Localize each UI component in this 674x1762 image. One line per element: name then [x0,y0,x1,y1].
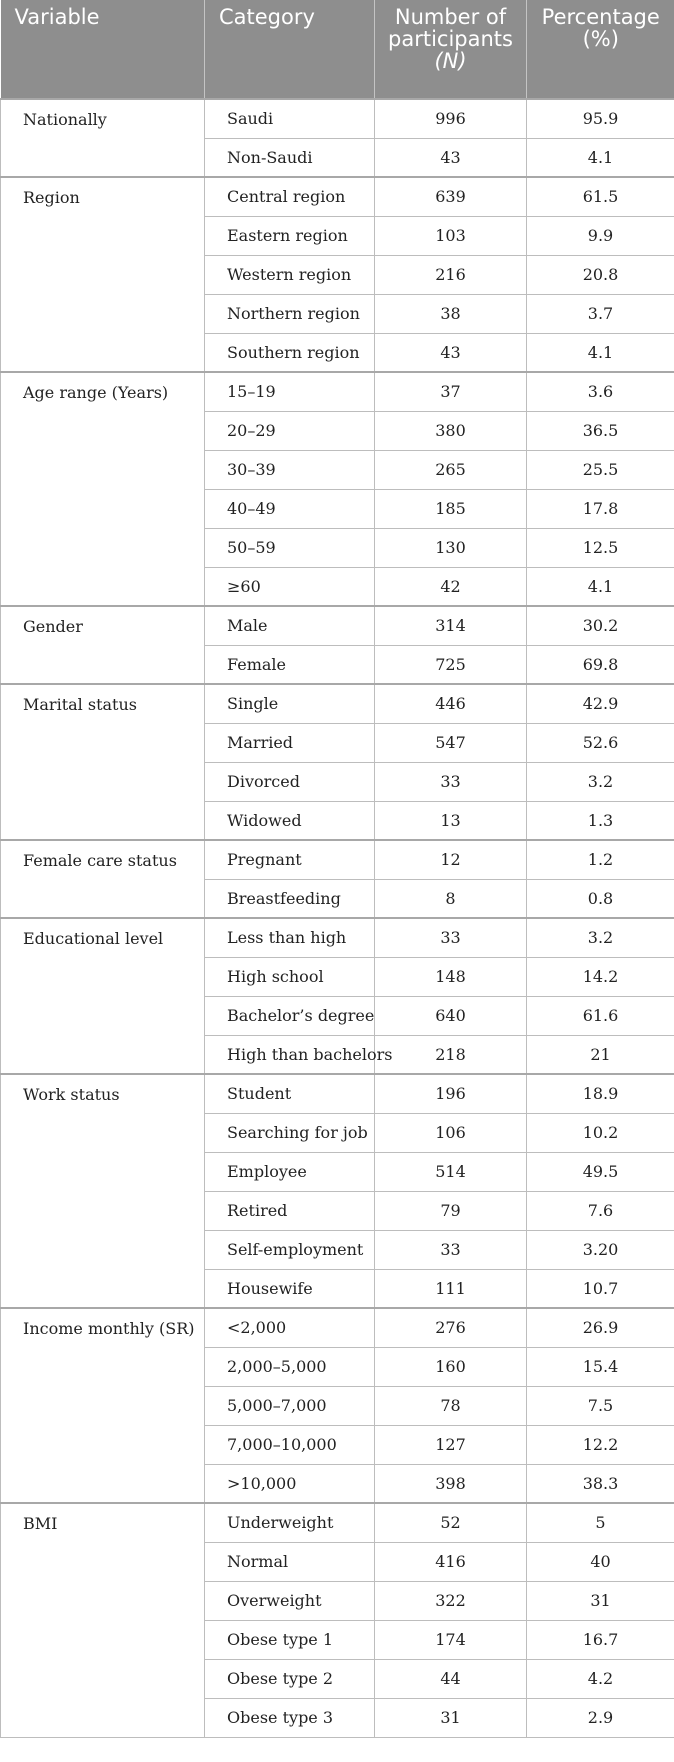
count-cell: 196 [375,1074,527,1113]
count-cell: 314 [375,606,527,645]
count-cell: 160 [375,1347,527,1386]
count-cell: 78 [375,1386,527,1425]
count-cell: 276 [375,1308,527,1347]
percentage-cell: 12.5 [527,528,674,567]
percentage-cell: 3.6 [527,372,674,411]
category-cell: Student [205,1074,375,1113]
category-cell: 40–49 [205,489,375,528]
table-row [1,99,674,138]
count-cell: 38 [375,294,527,333]
percentage-cell: 16.7 [527,1620,674,1659]
percentage-cell: 3.7 [527,294,674,333]
percentage-cell: 2.9 [527,1698,674,1737]
variable-cell: Age range (Years) [1,372,205,606]
table-row [1,684,674,723]
count-cell: 322 [375,1581,527,1620]
percentage-cell: 31 [527,1581,674,1620]
category-cell: 15–19 [205,372,375,411]
count-cell: 31 [375,1698,527,1737]
table-row [1,177,674,216]
table-row [1,1074,674,1113]
header-number-line2: participants [388,27,513,51]
count-cell: 218 [375,1035,527,1074]
table-row [1,1308,674,1347]
category-cell: Divorced [205,762,375,801]
count-cell: 43 [375,333,527,372]
table-row [1,840,674,879]
percentage-cell: 38.3 [527,1464,674,1503]
percentage-cell: 9.9 [527,216,674,255]
header-percentage [527,0,674,99]
category-cell: Widowed [205,801,375,840]
percentage-cell: 1.2 [527,840,674,879]
variable-cell: Nationally [1,99,205,177]
category-cell: 7,000–10,000 [205,1425,375,1464]
percentage-cell: 0.8 [527,879,674,918]
category-cell: Self-employment [205,1230,375,1269]
category-cell: <2,000 [205,1308,375,1347]
category-cell: Housewife [205,1269,375,1308]
count-cell: 265 [375,450,527,489]
variable-cell: Gender [1,606,205,684]
variable-cell: Work status [1,1074,205,1308]
count-cell: 33 [375,1230,527,1269]
percentage-cell: 18.9 [527,1074,674,1113]
count-cell: 148 [375,957,527,996]
count-cell: 111 [375,1269,527,1308]
percentage-cell: 4.2 [527,1659,674,1698]
percentage-cell: 49.5 [527,1152,674,1191]
count-cell: 725 [375,645,527,684]
count-cell: 106 [375,1113,527,1152]
variable-cell: BMI [1,1503,205,1737]
header-variable: Variable [1,0,205,99]
percentage-cell: 52.6 [527,723,674,762]
count-cell: 8 [375,879,527,918]
category-cell: Northern region [205,294,375,333]
percentage-cell: 21 [527,1035,674,1074]
category-cell: Retired [205,1191,375,1230]
table-row [1,918,674,957]
count-cell: 33 [375,918,527,957]
count-cell: 640 [375,996,527,1035]
category-cell: Married [205,723,375,762]
percentage-cell: 1.3 [527,801,674,840]
category-cell: Less than high [205,918,375,957]
count-cell: 44 [375,1659,527,1698]
count-cell: 639 [375,177,527,216]
percentage-cell: 42.9 [527,684,674,723]
percentage-cell: 20.8 [527,255,674,294]
count-cell: 446 [375,684,527,723]
count-cell: 42 [375,567,527,606]
variable-cell: Marital status [1,684,205,840]
variable-cell: Female care status [1,840,205,918]
percentage-cell: 7.5 [527,1386,674,1425]
table-body [1,99,674,1737]
variable-cell: Region [1,177,205,372]
header-category: Category [205,0,375,99]
percentage-cell: 40 [527,1542,674,1581]
category-cell: Bachelor’s degree [205,996,375,1035]
percentage-cell: 7.6 [527,1191,674,1230]
category-cell: >10,000 [205,1464,375,1503]
category-cell: Central region [205,177,375,216]
category-cell: High school [205,957,375,996]
header-percentage-line1: Percentage [541,5,660,29]
table-row [1,606,674,645]
percentage-cell: 5 [527,1503,674,1542]
percentage-cell: 25.5 [527,450,674,489]
count-cell: 514 [375,1152,527,1191]
variable-cell: Income monthly (SR) [1,1308,205,1503]
category-cell: Overweight [205,1581,375,1620]
percentage-cell: 4.1 [527,138,674,177]
percentage-cell: 30.2 [527,606,674,645]
category-cell: 5,000–7,000 [205,1386,375,1425]
category-cell: 30–39 [205,450,375,489]
percentage-cell: 95.9 [527,99,674,138]
header-row [1,0,674,99]
header-number-line3: (N) [434,49,467,73]
percentage-cell: 10.2 [527,1113,674,1152]
category-cell: Underweight [205,1503,375,1542]
category-cell: 2,000–5,000 [205,1347,375,1386]
table-row [1,372,674,411]
count-cell: 416 [375,1542,527,1581]
category-cell: Searching for job [205,1113,375,1152]
percentage-cell: 36.5 [527,411,674,450]
count-cell: 127 [375,1425,527,1464]
count-cell: 12 [375,840,527,879]
header-number-line1: Number of [394,5,507,29]
category-cell: Normal [205,1542,375,1581]
percentage-cell: 10.7 [527,1269,674,1308]
percentage-cell: 61.5 [527,177,674,216]
count-cell: 13 [375,801,527,840]
count-cell: 33 [375,762,527,801]
percentage-cell: 3.20 [527,1230,674,1269]
percentage-cell: 14.2 [527,957,674,996]
category-cell: 20–29 [205,411,375,450]
percentage-cell: 3.2 [527,918,674,957]
count-cell: 380 [375,411,527,450]
category-cell: 50–59 [205,528,375,567]
category-cell: Non-Saudi [205,138,375,177]
count-cell: 130 [375,528,527,567]
count-cell: 547 [375,723,527,762]
category-cell: Eastern region [205,216,375,255]
category-cell: Male [205,606,375,645]
table-header [1,0,674,99]
count-cell: 37 [375,372,527,411]
count-cell: 79 [375,1191,527,1230]
count-cell: 103 [375,216,527,255]
percentage-cell: 4.1 [527,567,674,606]
percentage-cell: 26.9 [527,1308,674,1347]
percentage-cell: 4.1 [527,333,674,372]
percentage-cell: 3.2 [527,762,674,801]
count-cell: 52 [375,1503,527,1542]
category-cell: Breastfeeding [205,879,375,918]
category-cell: Pregnant [205,840,375,879]
percentage-cell: 17.8 [527,489,674,528]
percentage-cell: 12.2 [527,1425,674,1464]
table-row [1,1503,674,1542]
count-cell: 43 [375,138,527,177]
variable-cell: Educational level [1,918,205,1074]
category-cell: Obese type 1 [205,1620,375,1659]
category-cell: Western region [205,255,375,294]
header-number [375,0,527,99]
category-cell: High than bachelors [205,1035,375,1074]
category-cell: Female [205,645,375,684]
count-cell: 398 [375,1464,527,1503]
category-cell: Employee [205,1152,375,1191]
count-cell: 216 [375,255,527,294]
category-cell: Saudi [205,99,375,138]
category-cell: Southern region [205,333,375,372]
count-cell: 174 [375,1620,527,1659]
category-cell: Obese type 3 [205,1698,375,1737]
category-cell: Single [205,684,375,723]
category-cell: Obese type 2 [205,1659,375,1698]
category-cell: ≥60 [205,567,375,606]
count-cell: 185 [375,489,527,528]
percentage-cell: 61.6 [527,996,674,1035]
percentage-cell: 69.8 [527,645,674,684]
percentage-cell: 15.4 [527,1347,674,1386]
count-cell: 996 [375,99,527,138]
header-percentage-line2: (%) [582,27,619,51]
